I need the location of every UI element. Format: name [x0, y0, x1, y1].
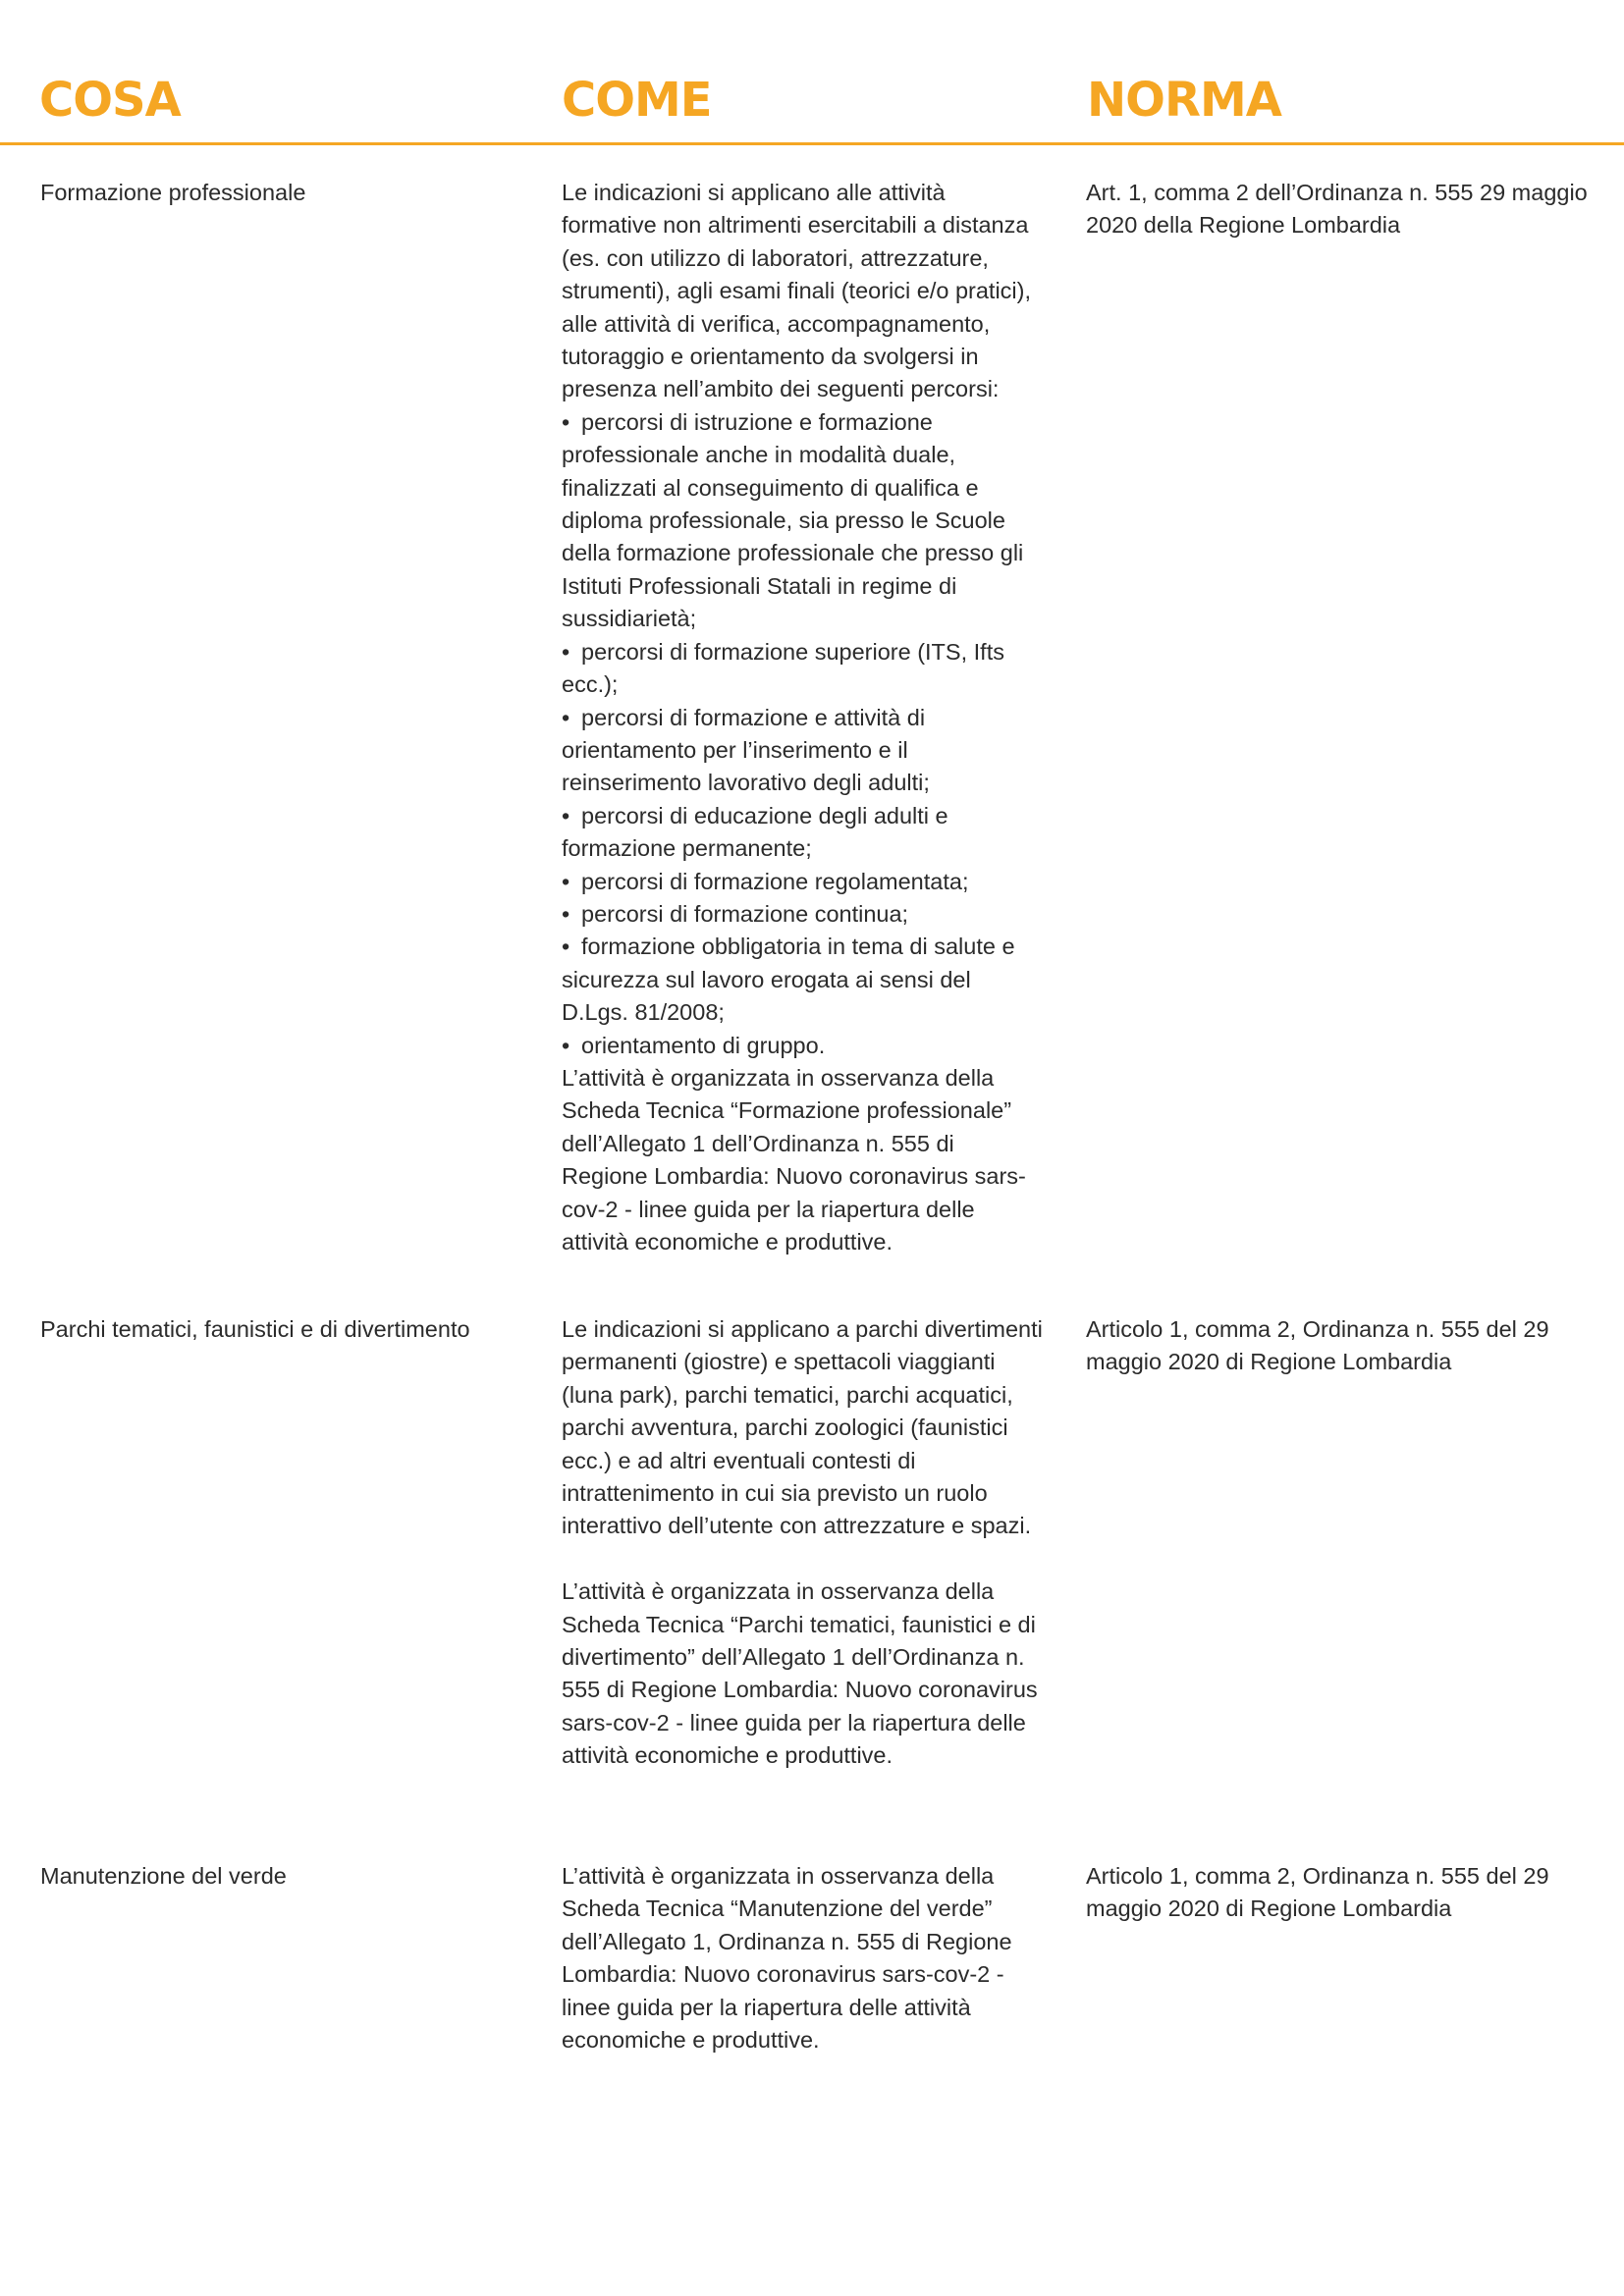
bullet-icon: •: [562, 1032, 570, 1058]
paragraph-gap: [562, 1543, 1043, 1575]
list-item: • percorsi di formazione regolamentata;: [562, 866, 1043, 898]
column-header-cosa: COSA: [39, 73, 181, 128]
norma-cell: Articolo 1, comma 2, Ordinanza n. 555 del 29 maggio 2020 di Regione Lombardia: [1086, 1863, 1549, 1922]
list-item: • formazione obbligatoria in tema di salute e sicurezza sul lavoro erogata ai sensi del D.Lgs. 81/2008;: [562, 931, 1043, 1029]
bullet-icon: •: [562, 704, 570, 730]
bullet-icon: •: [562, 868, 570, 894]
norma-cell: Articolo 1, comma 2, Ordinanza n. 555 del 29 maggio 2020 di Regione Lombardia: [1086, 1316, 1549, 1375]
table-header: [0, 0, 1624, 145]
list-item: • percorsi di formazione continua;: [562, 898, 1043, 931]
list-item: • percorsi di educazione degli adulti e formazione permanente;: [562, 800, 1043, 866]
come-cell: [562, 177, 1043, 1258]
come-paragraph: L’attività è organizzata in osservanza della Scheda Tecnica “Manutenzione del verde” dell’Allegato 1, Ordinanza n. 555 di Regione Lombardia: Nuovo coronavirus sars-cov-2 - linee guida per la riapertura delle attività economiche e produttive.: [562, 1863, 1012, 2054]
bullet-icon: •: [562, 408, 570, 435]
bullet-icon: •: [562, 900, 570, 927]
come-paragraph: L’attività è organizzata in osservanza della Scheda Tecnica “Parchi tematici, faunistici e di divertimento” dell’Allegato 1 dell’Ordinanza n. 555 di Regione Lombardia: Nuovo coronavirus sars-cov-2 - linee guida per la riapertura delle attività economiche e produttive.: [562, 1578, 1038, 1769]
come-intro: Le indicazioni si applicano alle attività formative non altrimenti esercitabili a distanza (es. con utilizzo di laboratori, attrezzature, strumenti), agli esami finali (teorici e/o pratici), alle attività di verifica, accompagnamento, tutoraggio e orientamento da svolgersi in presenza nell’ambito dei seguenti percorsi:: [562, 180, 1031, 402]
come-cell: [562, 1313, 1043, 1773]
list-item: • orientamento di gruppo.: [562, 1030, 1043, 1062]
bullet-icon: •: [562, 934, 570, 960]
come-cell: [562, 1860, 1043, 2056]
norma-cell: Art. 1, comma 2 dell’Ordinanza n. 555 29 maggio 2020 della Regione Lombardia: [1086, 180, 1588, 239]
cosa-cell: Parchi tematici, faunistici e di divertimento: [40, 1316, 470, 1342]
list-item: • percorsi di formazione e attività di orientamento per l’inserimento e il reinserimento lavorativo degli adulti;: [562, 702, 1043, 800]
column-header-norma: NORMA: [1087, 73, 1281, 128]
come-outro: L’attività è organizzata in osservanza della Scheda Tecnica “Formazione professionale” dell’Allegato 1 dell’Ordinanza n. 555 di Regione Lombardia: Nuovo coronavirus sars-cov-2 - linee guida per la riapertura delle attività economiche e produttive.: [562, 1064, 1026, 1255]
come-paragraph: Le indicazioni si applicano a parchi divertimenti permanenti (giostre) e spettacoli viaggianti (luna park), parchi tematici, parchi acquatici, parchi avventura, parchi zoologici (faunistici ecc.) e ad altri eventuali contesti di intrattenimento in cui sia previsto un ruolo interattivo dell’utente con attrezzature e spazi.: [562, 1316, 1043, 1539]
column-header-come: COME: [562, 73, 712, 128]
list-item: • percorsi di formazione superiore (ITS, Ifts ecc.);: [562, 636, 1043, 702]
cosa-cell: Manutenzione del verde: [40, 1863, 287, 1889]
cosa-cell: Formazione professionale: [40, 180, 306, 205]
bullet-icon: •: [562, 802, 570, 828]
bullet-icon: •: [562, 638, 570, 665]
list-item: • percorsi di istruzione e formazione professionale anche in modalità duale, finalizzati al conseguimento di qualifica e diploma professionale, sia presso le Scuole della formazione professionale che presso gli Istituti Professionali Statali in regime di sussidiarietà;: [562, 406, 1043, 636]
